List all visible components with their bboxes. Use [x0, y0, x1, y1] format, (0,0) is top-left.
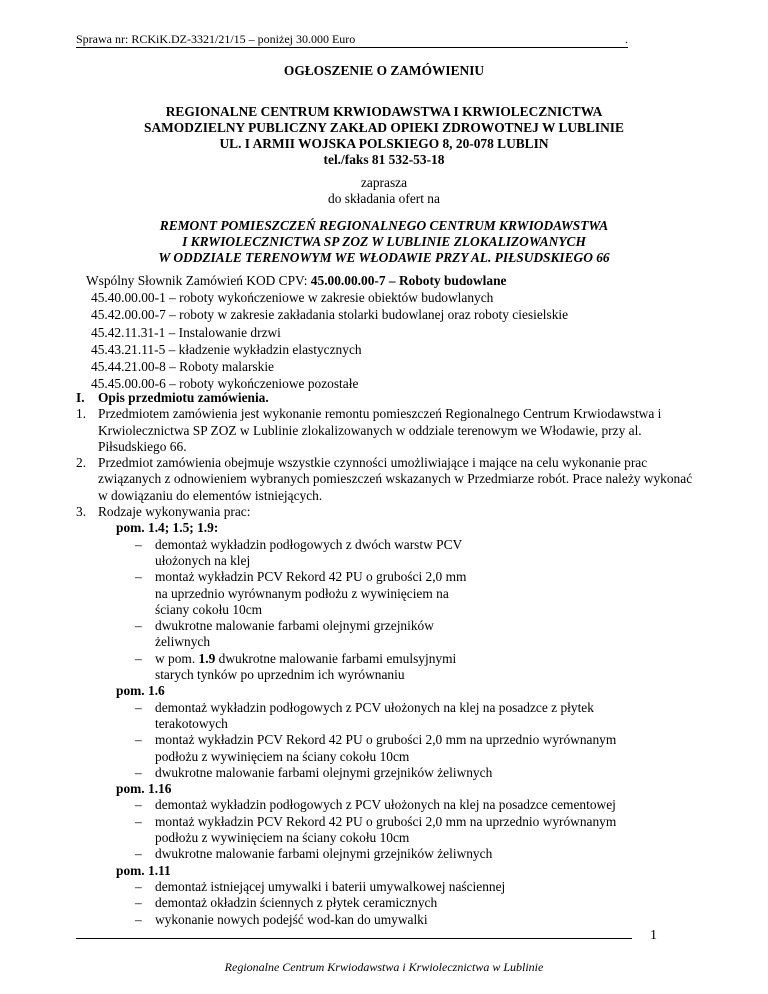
dash-bullet: – [135, 536, 142, 552]
task-text-line: terakotowych [155, 715, 228, 731]
invitation-text [76, 175, 692, 207]
task-item [131, 846, 696, 862]
dash-bullet: – [135, 813, 142, 829]
task-text-line: dwukrotne malowanie farbami olejnymi grzejników żeliwnych [155, 764, 493, 780]
task-text: w pom. [155, 650, 199, 666]
cpv-code: 45.42.11.31-1 – Instalowanie drzwi [91, 324, 281, 340]
room-label: pom. 1.11 [116, 862, 171, 878]
task-text-line: podłożu z wywinięciem na ściany cokołu 10cm [155, 830, 410, 846]
dash-bullet: – [135, 895, 142, 911]
cpv-label: Wspólny Słownik Zamówień KOD CPV: [86, 273, 311, 288]
numbered-paragraph [76, 406, 696, 455]
task-item [131, 700, 696, 733]
paragraph-number: 2. [76, 455, 87, 471]
task-text-line: montaż wykładzin PCV Rekord 42 PU o grubości 2,0 mm na uprzednio wyrównanym [155, 813, 617, 829]
task-text-line: ściany cokołu 10cm [155, 601, 263, 617]
task-item [131, 732, 696, 765]
room-work-list [76, 520, 696, 927]
institution-block [76, 104, 692, 168]
task-text-line: starych tynków po uprzednim ich wyrównaniu [155, 667, 405, 683]
numbered-paragraph [76, 504, 696, 520]
cpv-code: 45.43.21.11-5 – kładzenie wykładzin elastycznych [91, 341, 362, 357]
invite-line: do składania ofert na [328, 191, 440, 206]
task-item [131, 797, 696, 813]
page-number: 1 [650, 928, 657, 943]
task-text-line: podłożu z wywinięciem na ściany cokołu 10cm [155, 748, 410, 764]
header-dot: . [625, 32, 628, 46]
footer-institution: Regionalne Centrum Krwiodawstwa i Krwiolecznictwa w Lublinie [224, 960, 544, 974]
section-heading [76, 390, 696, 406]
task-text-line: wykonanie nowych podejść wod-kan do umywalki [155, 911, 428, 927]
task-item [131, 569, 696, 618]
paragraph-text: Przedmiotem zamówienia jest wykonanie remontu pomieszczeń Regionalnego Centrum Krwiodawstwa i Krwiolecznictwa SP ZOZ w Lublinie zlokalizowanych w oddziale terenowym we Włodawie, przy al. Piłsudskiego 66. [98, 406, 662, 454]
dash-bullet: – [135, 650, 142, 666]
cpv-codes [86, 272, 691, 392]
task-item [131, 618, 696, 651]
case-reference-header [76, 32, 628, 48]
task-item [131, 814, 696, 847]
task-text-line: ułożonych na klej [155, 552, 251, 568]
paragraph-text: Przedmiot zamówienia obejmuje wszystkie czynności umożliwiające i mające na celu wykonanie prac związanych z odnowieniem wybranych pomieszczeń wskazanych w Przedmiarze robót. Prace należy wykonać w dowiązaniu do elementów istniejących. [98, 455, 693, 503]
task-item [131, 912, 696, 928]
dash-bullet: – [135, 699, 142, 715]
task-text-line: montaż wykładzin PCV Rekord 42 PU o grubości 2,0 mm na uprzednio wyrównanym [155, 732, 617, 748]
cpv-main-row [86, 272, 691, 289]
dash-bullet: – [135, 911, 142, 927]
institution-line: REGIONALNE CENTRUM KRWIODAWSTWA I KRWIOLECZNICTWA [165, 104, 603, 119]
task-text: dwukrotne malowanie farbami emulsyjnymi [215, 650, 457, 666]
cpv-code: 45.42.00.00-7 – roboty w zakresie zakładania stolarki budowlanej oraz roboty ciesielskie [91, 307, 569, 323]
section-title: Opis przedmiotu zamówienia. [98, 390, 269, 405]
room-label: pom. 1.6 [116, 683, 165, 699]
institution-address: UL. I ARMII WOJSKA POLSKIEGO 8, 20-078 LUBLIN [219, 136, 549, 151]
task-text-line: demontaż wykładzin podłogowych z dwóch warstw PCV [155, 536, 463, 552]
cpv-code: 45.45.00.00-6 – roboty wykończeniowe pozostałe [91, 376, 359, 392]
task-item [131, 651, 696, 684]
subject-line: REMONT POMIESZCZEŃ REGIONALNEGO CENTRUM KRWIODAWSTWA [159, 218, 609, 233]
section-number: I. [76, 390, 85, 405]
dash-bullet: – [135, 618, 142, 634]
section-description [76, 390, 696, 928]
dash-bullet: – [135, 797, 142, 813]
task-text-line: dwukrotne malowanie farbami olejnymi grzejników [155, 618, 434, 634]
subject-line: W ODDZIALE TERENOWYM WE WŁODAWIE PRZY AL. PIŁSUDSKIEGO 66 [158, 250, 610, 265]
paragraph-number: 1. [76, 406, 87, 422]
institution-phone: tel./faks 81 532-53-18 [323, 152, 445, 167]
room-label: pom. 1.4; 1.5; 1.9: [116, 520, 219, 536]
invite-line: zaprasza [360, 175, 408, 190]
task-text-line: montaż wykładzin PCV Rekord 42 PU o grubości 2,0 mm [155, 569, 467, 585]
announcement-title: OGŁOSZENIE O ZAMÓWIENIU [283, 63, 485, 78]
task-item [131, 879, 696, 895]
task-text-line: demontaż wykładzin podłogowych z PCV ułożonych na klej na posadzce cementowej [155, 797, 616, 813]
task-item [131, 765, 696, 781]
task-item [131, 895, 696, 911]
room-label: pom. 1.16 [116, 781, 172, 797]
task-text-line [155, 651, 696, 667]
paragraph-text: Rodzaje wykonywania prac: [98, 504, 251, 520]
task-text-line: na uprzednio wyrównanym podłożu z wywinięciem na [155, 585, 449, 601]
task-text-line: dwukrotne malowanie farbami olejnymi grzejników żeliwnych [155, 846, 493, 862]
paragraph-number: 3. [76, 504, 87, 520]
dash-bullet: – [135, 878, 142, 894]
dash-bullet: – [135, 732, 142, 748]
room-number: 1.9 [198, 650, 216, 666]
subject-line: I KRWIOLECZNICTWA SP ZOZ W LUBLINIE ZLOKALIZOWANYCH [182, 234, 586, 249]
task-text-line: demontaż okładzin ściennych z płytek ceramicznych [155, 895, 438, 911]
dash-bullet: – [135, 846, 142, 862]
footer-divider [76, 938, 632, 939]
dash-bullet: – [135, 764, 142, 780]
task-text-line: demontaż istniejącej umywalki i baterii umywalkowej naściennej [155, 878, 506, 894]
task-text-line: żeliwnych [155, 634, 211, 650]
institution-line: SAMODZIELNY PUBLICZNY ZAKŁAD OPIEKI ZDROWOTNEJ W LUBLINIE [144, 120, 624, 135]
cpv-code: 45.40.00.00-1 – roboty wykończeniowe w zakresie obiektów budowlanych [91, 290, 494, 306]
cpv-main-code: 45.00.00.00-7 – Roboty budowlane [310, 273, 507, 288]
case-reference: Sprawa nr: RCKiK.DZ-3321/21/15 – poniżej 30.000 Euro [76, 32, 356, 46]
task-item [131, 537, 696, 570]
cpv-code: 45.44.21.00-8 – Roboty malarskie [91, 359, 274, 375]
contract-subject [76, 218, 692, 266]
dash-bullet: – [135, 569, 142, 585]
numbered-paragraph [76, 455, 696, 504]
task-text-line: demontaż wykładzin podłogowych z PCV ułożonych na klej na posadzce z płytek [155, 699, 594, 715]
